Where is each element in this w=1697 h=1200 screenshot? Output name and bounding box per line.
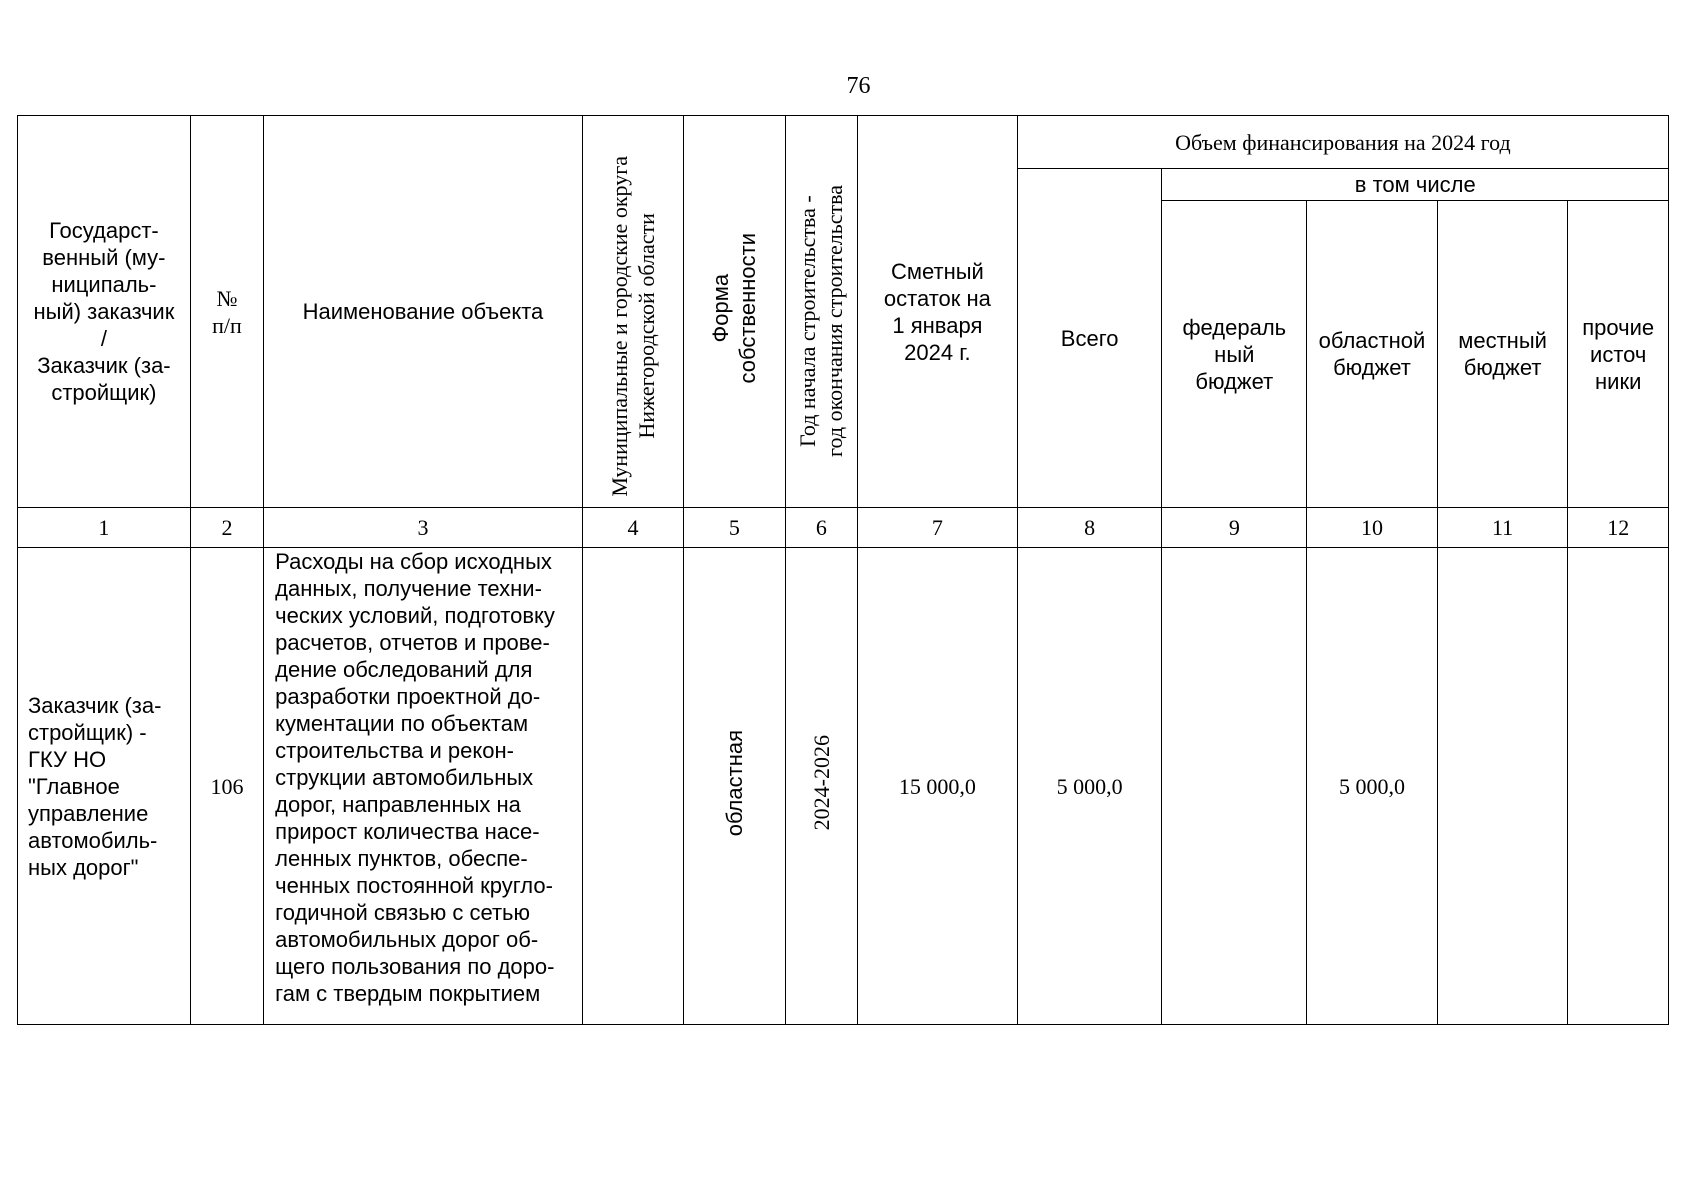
column-number: 1 xyxy=(18,508,191,548)
column-number: 12 xyxy=(1568,508,1669,548)
header-total: Всего xyxy=(1017,169,1162,508)
column-number: 8 xyxy=(1017,508,1162,548)
row-federal xyxy=(1162,548,1307,1025)
header-customer: Государст- венный (му- ниципаль- ный) заказчик / Заказчик (за- стройщик) xyxy=(18,116,191,508)
row-balance: 15 000,0 xyxy=(858,548,1018,1025)
row-years-cell xyxy=(785,548,857,1025)
column-number: 7 xyxy=(858,508,1018,548)
column-number: 11 xyxy=(1437,508,1568,548)
header-federal: федераль ный бюджет xyxy=(1162,201,1307,508)
row-number: 106 xyxy=(190,548,263,1025)
header-number: № п/п xyxy=(190,116,263,508)
column-number-row xyxy=(18,508,1669,548)
column-number: 2 xyxy=(190,508,263,548)
column-number: 3 xyxy=(264,508,583,548)
header-regional: областной бюджет xyxy=(1307,201,1438,508)
header-funding-group: Объем финансирования на 2024 год xyxy=(1017,116,1668,169)
row-local xyxy=(1437,548,1568,1025)
table-row xyxy=(18,548,1669,1025)
header-districts: Муниципальные и городские округа Нижегородской области xyxy=(606,156,659,497)
header-object-name: Наименование объекта xyxy=(264,116,583,508)
row-object-name: Расходы на сбор исходных данных, получение техни- ческих условий, подготовку расчетов, отчетов и прове- дение обследований для разработки проектной до- кументации по объектам строительства и рекон- струкции автомобильных дорог, направленных на прирост количества насе- ленных пунктов, обеспе- ченных постоянной кругло- годичной связью с сетью автомобильных дорог об- щего пользования по доро- гам с твердым покрытием xyxy=(264,548,583,1025)
header-local: местный бюджет xyxy=(1437,201,1568,508)
header-years: Год начала строительства - год окончания строительства xyxy=(795,185,848,457)
header-ownership-cell xyxy=(684,116,785,508)
header-ownership: Форма собственности xyxy=(708,233,761,384)
header-including: в том числе xyxy=(1162,169,1669,201)
header-other: прочие источ ники xyxy=(1568,201,1669,508)
header-balance: Сметный остаток на 1 января 2024 г. xyxy=(858,116,1018,508)
column-number: 9 xyxy=(1162,508,1307,548)
row-customer: Заказчик (за- стройщик) - ГКУ НО "Главное управление автомобиль- ных дорог" xyxy=(18,548,191,1025)
row-ownership: областная xyxy=(721,729,747,837)
row-ownership-cell xyxy=(684,548,785,1025)
page-number: 76 xyxy=(846,73,871,99)
column-number: 4 xyxy=(582,508,683,548)
column-number: 5 xyxy=(684,508,785,548)
column-number: 10 xyxy=(1307,508,1438,548)
header-years-cell xyxy=(785,116,857,508)
financing-table xyxy=(17,115,1669,1025)
header-districts-cell xyxy=(582,116,683,508)
row-years: 2024-2026 xyxy=(808,735,834,831)
row-other xyxy=(1568,548,1669,1025)
row-regional: 5 000,0 xyxy=(1307,548,1438,1025)
column-number: 6 xyxy=(785,508,857,548)
header-row-top xyxy=(18,116,1669,169)
row-total: 5 000,0 xyxy=(1017,548,1162,1025)
row-districts xyxy=(582,548,683,1025)
